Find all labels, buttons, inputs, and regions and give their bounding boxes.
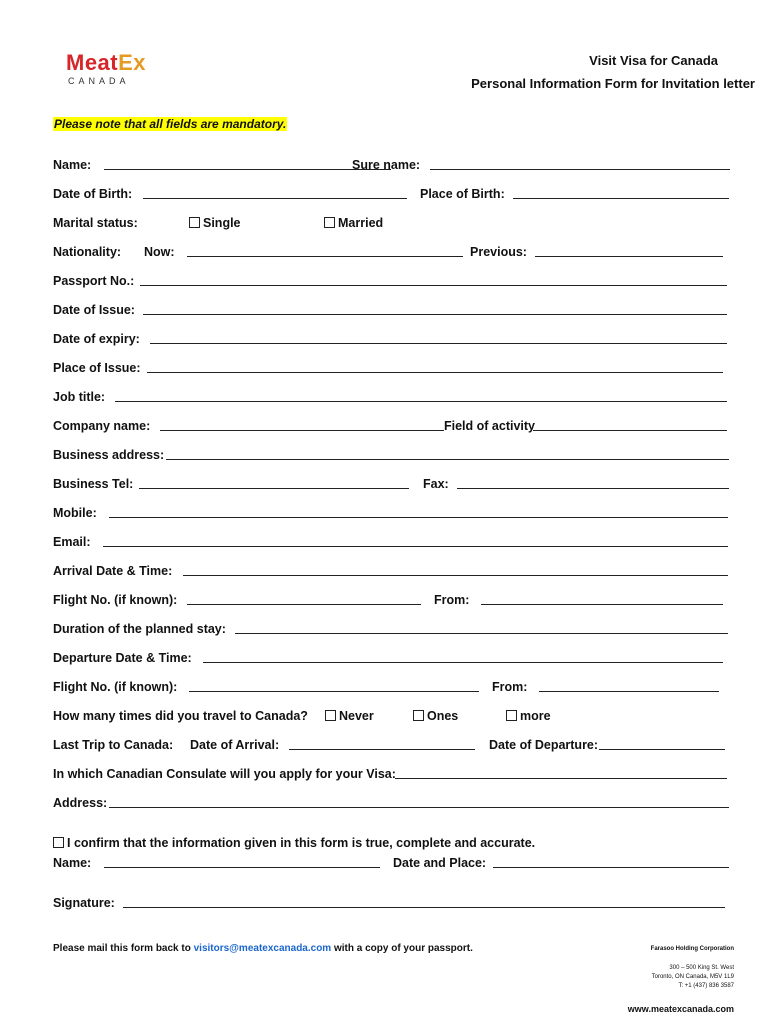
name2-field[interactable] <box>104 855 380 868</box>
departure-field[interactable] <box>203 650 723 663</box>
form-subtitle: Personal Information Form for Invitation letter <box>471 76 755 91</box>
ones-option[interactable]: Ones <box>413 708 458 724</box>
row-nationality <box>53 244 733 260</box>
confirm-option[interactable]: I confirm that the information given in this form is true, complete and accurate. <box>53 835 535 851</box>
row-flight-1 <box>53 592 733 608</box>
flight1-label: Flight No. (if known): <box>53 593 178 607</box>
corp-phone: T: +1 (437) 836 3587 <box>678 983 734 989</box>
business-address-field[interactable] <box>166 447 729 460</box>
flight2-field[interactable] <box>189 679 479 692</box>
arrival-field[interactable] <box>183 563 728 576</box>
single-option[interactable]: Single <box>189 215 241 231</box>
row-company <box>53 418 733 434</box>
address-label: Address: <box>53 796 108 810</box>
single-checkbox[interactable] <box>189 217 200 228</box>
corp-name: Farasoo Holding Corporation <box>650 946 734 952</box>
confirm-checkbox[interactable] <box>53 837 64 848</box>
from2-field[interactable] <box>539 679 719 692</box>
field-activity-label: Field of activity <box>444 419 535 433</box>
now-label: Now: <box>144 245 175 259</box>
form-title: Visit Visa for Canada <box>589 53 718 68</box>
ones-checkbox[interactable] <box>413 710 424 721</box>
corp-address-line-1: 300 – 500 King St. West <box>669 965 734 971</box>
row-issue-place <box>53 360 733 376</box>
expiry-label: Date of expiry: <box>53 332 140 346</box>
arrival-label: Arrival Date & Time: <box>53 564 173 578</box>
issue-date-label: Date of Issue: <box>53 303 135 317</box>
name2-label: Name: <box>53 856 92 870</box>
company-logo <box>66 52 146 86</box>
row-mobile <box>53 505 733 521</box>
consulate-label: In which Canadian Consulate will you apply for your Visa: <box>53 767 396 781</box>
row-signature <box>53 895 733 911</box>
signature-field[interactable] <box>123 895 725 908</box>
row-birth <box>53 186 733 202</box>
row-consulate <box>53 766 733 782</box>
row-address <box>53 795 733 811</box>
never-option[interactable]: Never <box>325 708 374 724</box>
fax-label: Fax: <box>423 477 449 491</box>
duration-field[interactable] <box>235 621 728 634</box>
address-field[interactable] <box>109 795 729 808</box>
passport-field[interactable] <box>140 273 727 286</box>
row-departure <box>53 650 733 666</box>
row-passport <box>53 273 733 289</box>
married-checkbox[interactable] <box>324 217 335 228</box>
expiry-field[interactable] <box>150 331 727 344</box>
row-marital <box>53 215 733 231</box>
from1-label: From: <box>434 593 470 607</box>
date-departure-field[interactable] <box>599 737 725 750</box>
row-duration <box>53 621 733 637</box>
more-option[interactable]: more <box>506 708 551 724</box>
footer-instructions: Please mail this form back to visitors@meatexcanada.com with a copy of your passport. <box>53 943 473 954</box>
row-travel-count <box>53 708 733 724</box>
date-place-label: Date and Place: <box>393 856 487 870</box>
departure-label: Departure Date & Time: <box>53 651 192 665</box>
married-option[interactable]: Married <box>324 215 383 231</box>
duration-label: Duration of the planned stay: <box>53 622 226 636</box>
row-last-trip <box>53 737 733 753</box>
name-label: Name: <box>53 158 92 172</box>
job-label: Job title: <box>53 390 106 404</box>
company-label: Company name: <box>53 419 151 433</box>
dob-field[interactable] <box>143 186 407 199</box>
row-email <box>53 534 733 550</box>
pob-field[interactable] <box>513 186 729 199</box>
contact-email-link[interactable]: visitors@meatexcanada.com <box>193 943 332 954</box>
job-field[interactable] <box>115 389 727 402</box>
never-checkbox[interactable] <box>325 710 336 721</box>
name-field[interactable] <box>104 157 391 170</box>
marital-label: Marital status: <box>53 216 138 230</box>
business-address-label: Business address: <box>53 448 165 462</box>
consulate-field[interactable] <box>395 766 727 779</box>
business-tel-label: Business Tel: <box>53 477 134 491</box>
row-flight-2 <box>53 679 733 695</box>
last-trip-label: Last Trip to Canada: <box>53 738 174 752</box>
fax-field[interactable] <box>457 476 729 489</box>
date-place-field[interactable] <box>493 855 729 868</box>
field-activity-field[interactable] <box>533 418 727 431</box>
mobile-field[interactable] <box>109 505 728 518</box>
nationality-label: Nationality: <box>53 245 122 259</box>
email-label: Email: <box>53 535 91 549</box>
more-checkbox[interactable] <box>506 710 517 721</box>
from2-label: From: <box>492 680 528 694</box>
row-issue-date <box>53 302 733 318</box>
row-confirm <box>53 835 733 851</box>
logo-wordmark: MeatEx <box>66 50 147 75</box>
surname-field[interactable] <box>430 157 730 170</box>
website-link[interactable]: www.meatexcanada.com <box>627 1004 734 1014</box>
date-arrival-field[interactable] <box>289 737 475 750</box>
nationality-now-field[interactable] <box>187 244 463 257</box>
email-field[interactable] <box>103 534 728 547</box>
mandatory-notice: Please note that all fields are mandatory. <box>54 117 287 131</box>
passport-label: Passport No.: <box>53 274 135 288</box>
business-tel-field[interactable] <box>139 476 409 489</box>
mobile-label: Mobile: <box>53 506 97 520</box>
date-departure-label: Date of Departure: <box>489 738 599 752</box>
flight2-label: Flight No. (if known): <box>53 680 178 694</box>
pob-label: Place of Birth: <box>420 187 505 201</box>
row-expiry <box>53 331 733 347</box>
issue-place-field[interactable] <box>147 360 723 373</box>
row-name-2 <box>53 855 733 871</box>
logo-subtitle: CANADA <box>68 76 130 86</box>
flight1-field[interactable] <box>187 592 421 605</box>
corp-address-line-2: Toronto, ON Canada, M5V 1L9 <box>651 974 734 980</box>
nationality-previous-field[interactable] <box>535 244 723 257</box>
previous-label: Previous: <box>470 245 527 259</box>
row-job <box>53 389 733 405</box>
row-business-address <box>53 447 733 463</box>
travel-count-label: How many times did you travel to Canada? <box>53 709 308 723</box>
from1-field[interactable] <box>481 592 723 605</box>
issue-place-label: Place of Issue: <box>53 361 141 375</box>
issue-date-field[interactable] <box>143 302 727 315</box>
row-arrival <box>53 563 733 579</box>
row-business-tel <box>53 476 733 492</box>
dob-label: Date of Birth: <box>53 187 133 201</box>
signature-label: Signature: <box>53 896 115 910</box>
company-field[interactable] <box>160 418 444 431</box>
date-arrival-label: Date of Arrival: <box>190 738 280 752</box>
row-name <box>53 157 733 173</box>
surname-label: Sure name: <box>352 158 421 172</box>
